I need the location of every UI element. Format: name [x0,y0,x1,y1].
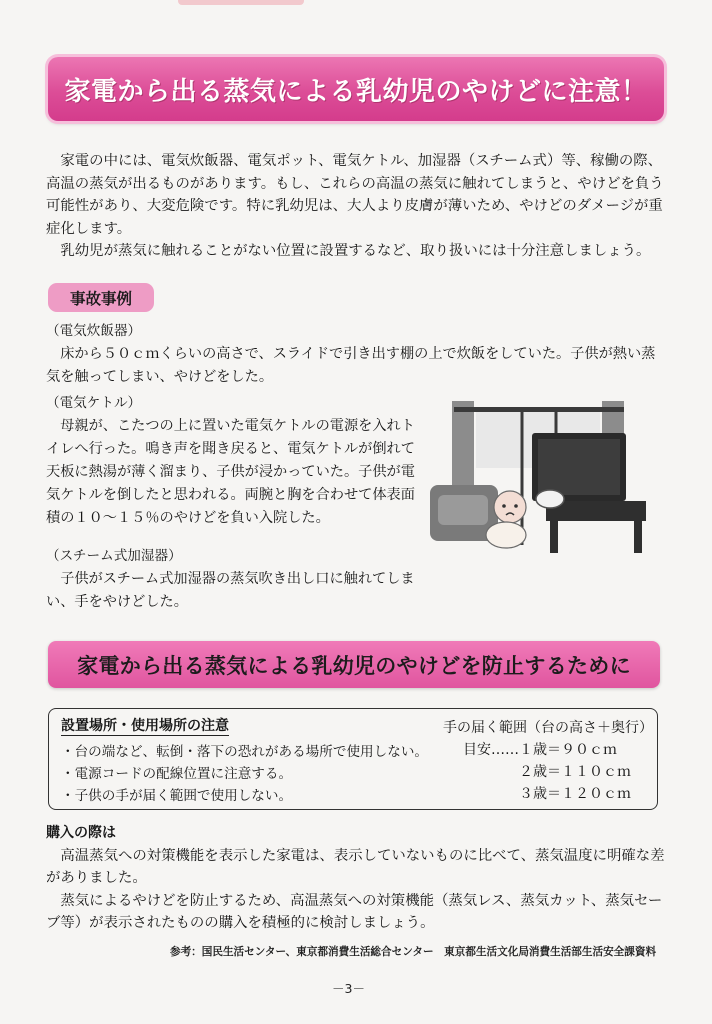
intro-paragraph: 家電の中には、電気炊飯器、電気ポット、電気ケトル、加湿器（スチーム式）等、稼働の際、高温の蒸気が出るものがあります。もし、これらの高温の蒸気に触れてしまうと、やけどを負う可能性があり、大変危険です。特に乳幼児は、大人より皮膚が薄いため、やけどのダメージが重症化します。 [46,153,664,237]
case-electric-kettle [46,392,416,530]
case-rice-cooker [46,320,656,389]
list-item: ・子供の手が届く範囲で使用しない。 [61,788,293,804]
reference-note: 参考：国民生活センター、東京都消費生活総合センター 東京都生活文化局消費生活部生活安全課資料 [170,946,657,958]
placement-title: 設置場所・使用場所の注意 [61,718,229,734]
prevention-title: 家電から出る蒸気による乳幼児のやけどを防止するために [77,653,631,678]
intro-text [46,150,670,263]
living-room-illustration [424,395,656,555]
case-heading: （スチーム式加湿器） [46,548,182,564]
reach-range-row: ２歳＝１１０ｃｍ [519,764,631,780]
purchase-heading: 購入の際は [46,825,116,841]
purchase-section [46,822,670,935]
case-text: 母親が、こたつの上に置いた電気ケトルの電源を入れトイレへ行った。鳴き声を聞き戻ると、電気ケトルが倒れて天板に熱湯が薄く溜まり、子供が浸かっていた。子供が電気ケトルを倒したと思われる。両腕と胸を合わせて体表面積の１０～１５％のやけどを負い入院した。 [46,418,415,526]
case-text: 床から５０ｃｍくらいの高さで、スライドで引き出す棚の上で炊飯をしていた。子供が熱い蒸気を触ってしまい、やけどをした。 [46,346,656,385]
reach-range-row: 目安……１歳＝９０ｃｍ [463,742,617,758]
placement-list [61,741,428,807]
purchase-paragraph: 高温蒸気への対策機能を表示した家電は、表示していないものに比べて、蒸気温度に明確な差がありました。 [46,847,665,886]
intro-paragraph: 乳幼児が蒸気に触れることがない位置に設置するなど、取り扱いには十分注意しましょう。 [60,243,651,259]
page-title: 家電から出る蒸気による乳幼児のやけどに注意！ [64,76,648,107]
case-steam-humidifier [46,545,426,614]
case-heading: （電気ケトル） [46,395,142,411]
list-item: ・電源コードの配線位置に注意する。 [61,766,293,782]
reach-range-title: 手の届く範囲（台の高さ＋奥行） [443,720,653,736]
reach-range-row: ３歳＝１２０ｃｍ [519,786,631,802]
case-heading: （電気炊飯器） [46,323,142,339]
purchase-paragraph: 蒸気によるやけどを防止するため、高温蒸気への対策機能（蒸気レス、蒸気カット、蒸気セーブ等）が表示されたものの購入を積極的に検討しましょう。 [46,892,663,931]
case-text: 子供がスチーム式加湿器の蒸気吹き出し口に触れてしまい、手をやけどした。 [46,571,415,610]
cases-tag: 事故事例 [48,283,154,312]
prevention-banner [48,641,660,688]
list-item: ・台の端など、転倒・落下の恐れがある場所で使用しない。 [61,744,429,760]
page-number: －3－ [332,981,365,996]
reach-range [443,717,653,805]
title-banner [48,57,664,121]
paper-scrap [178,0,304,5]
placement-box [48,708,658,810]
